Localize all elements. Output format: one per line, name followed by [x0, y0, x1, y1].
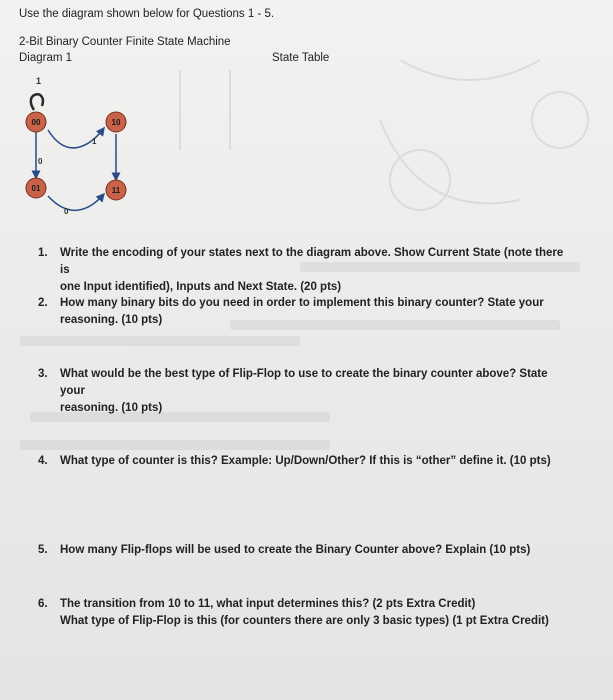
edge-01-11-label: 0 — [64, 207, 69, 216]
question-line: reasoning. (10 pts) — [60, 314, 163, 326]
question-line: one Input identified), Inputs and Next State. (20 pts) — [60, 281, 342, 293]
state-node-01 — [26, 178, 46, 198]
question-line: How many Flip-flops will be used to create the Binary Counter above? Explain (10 pts) — [60, 544, 531, 556]
question-line: What type of counter is this? Example: Up/Down/Other? If this is “other” define it. (10 pts) — [60, 455, 551, 467]
edge-00-10-label: 1 — [92, 137, 97, 146]
state-node-10 — [106, 112, 126, 132]
question-3 — [38, 366, 578, 417]
question-number: 6. — [38, 598, 48, 610]
question-line: How many binary bits do you need in order to implement this binary counter? State your — [60, 297, 544, 309]
question-number: 4. — [38, 455, 48, 467]
question-line: What type of Flip-Flop is this (for counters there are only 3 basic types) (1 pt Extra Credit) — [60, 615, 549, 627]
question-line: What would be the best type of Flip-Flop to use to create the binary counter above? State your — [60, 368, 548, 397]
state-label-11: 11 — [111, 186, 121, 195]
self-loop-arrow — [31, 94, 43, 110]
page-title: 2-Bit Binary Counter Finite State Machine — [19, 36, 231, 48]
question-number: 2. — [38, 297, 48, 309]
self-loop-label: 1 — [36, 76, 42, 86]
question-number: 5. — [38, 544, 48, 556]
state-node-11 — [106, 180, 126, 200]
question-4 — [38, 453, 578, 470]
question-1 — [38, 245, 578, 296]
state-label-01: 01 — [31, 184, 41, 193]
edge-00-01-label: 0 — [38, 157, 43, 166]
state-label-10: 10 — [111, 118, 121, 127]
state-node-00 — [26, 112, 46, 132]
question-6 — [38, 596, 578, 630]
question-line: reasoning. (10 pts) — [60, 402, 163, 414]
question-number: 1. — [38, 247, 48, 259]
diagram-label: Diagram 1 — [19, 52, 73, 64]
edge-01-11 — [48, 194, 104, 210]
question-line: Write the encoding of your states next to the diagram above. Show Current State (note there is — [60, 247, 564, 276]
state-label-00: 00 — [31, 118, 41, 127]
question-5 — [38, 542, 578, 559]
question-line: The transition from 10 to 11, what input determines this? (2 pts Extra Credit) — [60, 598, 476, 610]
state-table-label: State Table — [272, 52, 330, 64]
question-number: 3. — [38, 368, 48, 380]
state-diagram — [0, 70, 150, 220]
instruction-text: Use the diagram shown below for Questions 1 - 5. — [19, 8, 275, 20]
question-2 — [38, 295, 578, 329]
